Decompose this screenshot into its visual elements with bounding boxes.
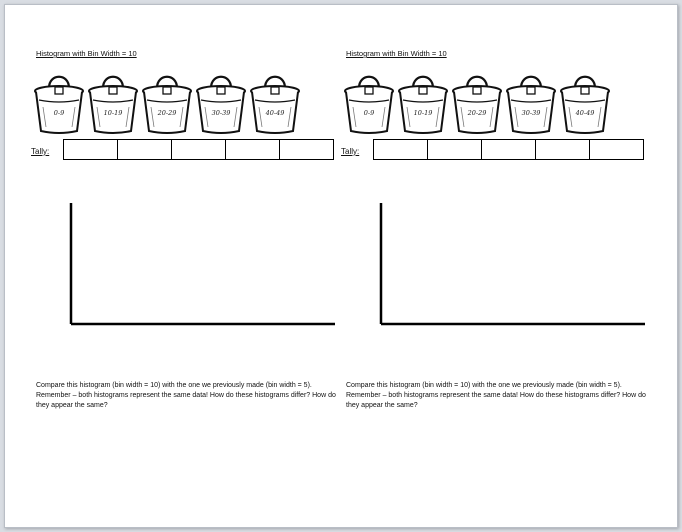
bin-label: 0-9 (53, 109, 65, 117)
bucket-icon (505, 71, 557, 135)
bin-label: 30-39 (211, 109, 231, 117)
histogram-axes (65, 200, 337, 328)
bin-label: 0-9 (363, 109, 375, 117)
bin-label: 40-49 (265, 109, 285, 117)
tally-label: Tally: (341, 147, 360, 156)
bin-label: 20-29 (467, 109, 487, 117)
bucket-icon (33, 71, 85, 135)
bin-label: 10-19 (103, 109, 123, 117)
tally-cell[interactable] (374, 140, 428, 160)
bucket-icon (87, 71, 139, 135)
bucket-icon (141, 71, 193, 135)
bucket-icon (397, 71, 449, 135)
bucket-icon (249, 71, 301, 135)
tally-cell[interactable] (590, 140, 644, 160)
tally-cell[interactable] (172, 140, 226, 160)
comparison-question: Compare this histogram (bin width = 10) with the one we previously made (bin width = 5). Remember – both histograms represent the same data! How do these histograms differ? How do they appear the same? (346, 382, 646, 409)
tally-cell[interactable] (64, 140, 118, 160)
histogram-panel-right (343, 5, 663, 525)
tally-table (373, 139, 644, 160)
bin-label: 30-39 (521, 109, 541, 117)
bucket-icon (195, 71, 247, 135)
histogram-axes (375, 200, 647, 328)
tally-cell[interactable] (428, 140, 482, 160)
bin-label: 40-49 (575, 109, 595, 117)
tally-cell[interactable] (118, 140, 172, 160)
bucket-icon (343, 71, 395, 135)
bin-label: 20-29 (157, 109, 177, 117)
tally-cell[interactable] (226, 140, 280, 160)
bin-label: 10-19 (413, 109, 433, 117)
bucket-icon (451, 71, 503, 135)
comparison-question: Compare this histogram (bin width = 10) with the one we previously made (bin width = 5). Remember – both histograms represent the same data! How do these histograms differ? How do they appear the same? (36, 382, 336, 409)
panel-title: Histogram with Bin Width = 10 (36, 49, 137, 58)
bucket-row (33, 71, 343, 137)
tally-cell[interactable] (536, 140, 590, 160)
tally-label: Tally: (31, 147, 50, 156)
tally-cell[interactable] (482, 140, 536, 160)
histogram-panel-left (33, 5, 353, 525)
worksheet-page (4, 4, 678, 528)
bucket-row (343, 71, 653, 137)
panel-title: Histogram with Bin Width = 10 (346, 49, 447, 58)
bucket-icon (559, 71, 611, 135)
tally-cell[interactable] (280, 140, 334, 160)
tally-table (63, 139, 334, 160)
